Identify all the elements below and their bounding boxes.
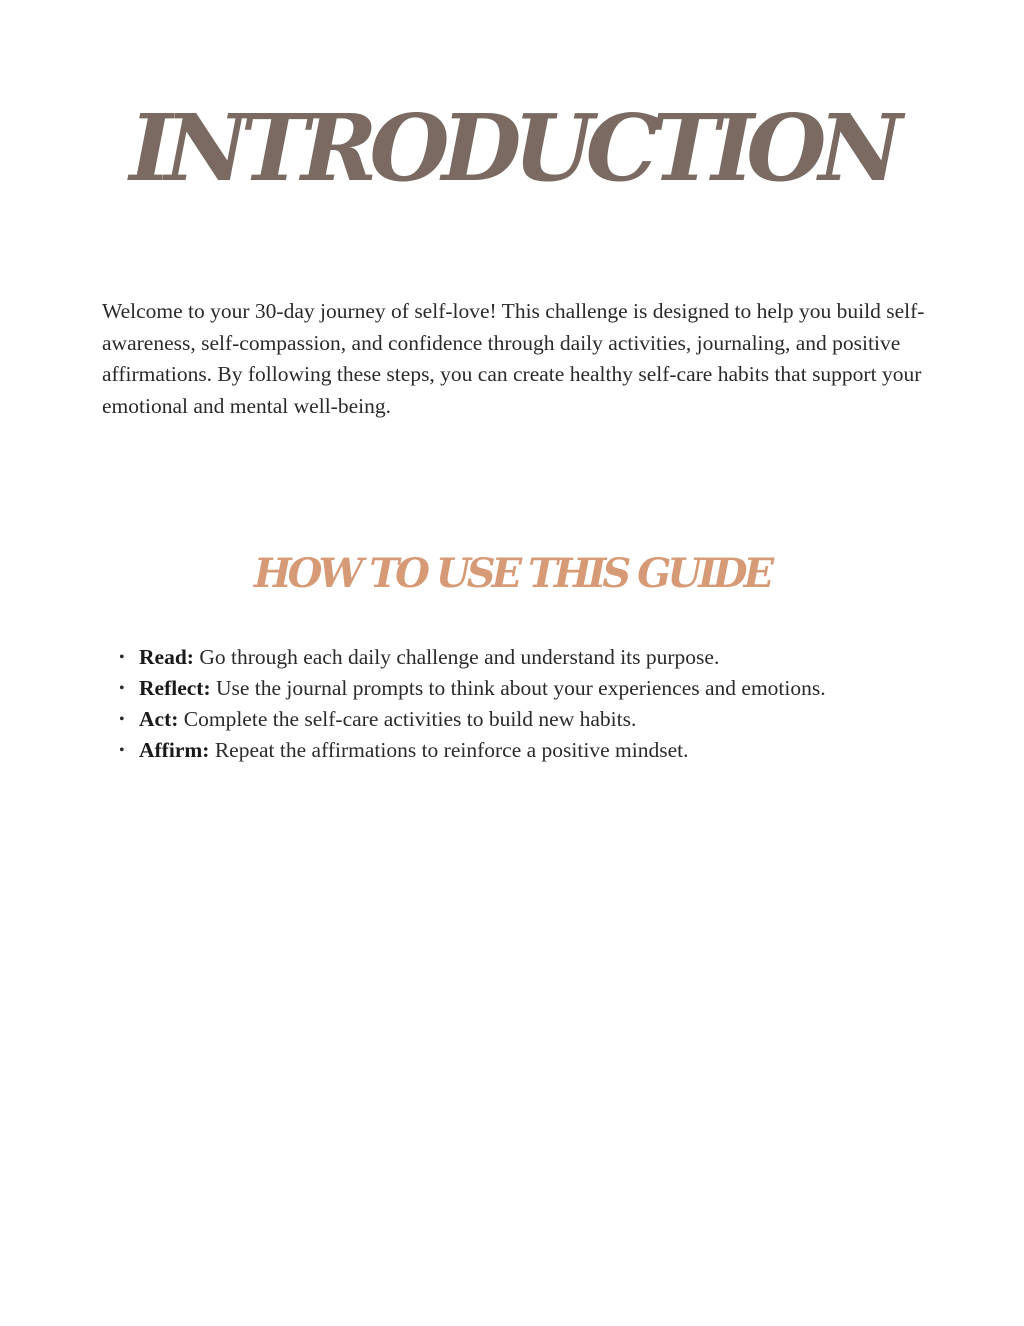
list-item: [119, 673, 969, 704]
step-text: Go through each daily challenge and understand its purpose.: [193, 645, 720, 669]
list-item: [119, 735, 969, 766]
guide-steps-list: [102, 642, 969, 766]
bullet-icon: •: [119, 742, 125, 759]
guide-heading: HOW TO USE THIS GUIDE: [253, 550, 771, 597]
step-text: Complete the self-care activities to build new habits.: [178, 707, 637, 731]
bullet-icon: •: [119, 680, 125, 697]
list-item: [119, 704, 969, 735]
step-term: Affirm:: [139, 738, 210, 762]
bullet-icon: •: [119, 711, 125, 728]
step-term: Reflect:: [139, 676, 211, 700]
list-item: [119, 642, 969, 673]
page-title: INTRODUCTION: [129, 94, 895, 202]
step-text: Use the journal prompts to think about your experiences and emotions.: [210, 676, 826, 700]
step-term: Read:: [139, 645, 194, 669]
bullet-icon: •: [119, 649, 125, 666]
intro-paragraph: Welcome to your 30-day journey of self-love! This challenge is designed to help you build self-awareness, self-compassion, and confidence through daily activities, journaling, and positive affirmations. By following these steps, you can create healthy self-care habits that support your emotional and mental well-being.: [102, 299, 925, 418]
step-term: Act:: [139, 707, 179, 731]
step-text: Repeat the affirmations to reinforce a positive mindset.: [209, 738, 689, 762]
